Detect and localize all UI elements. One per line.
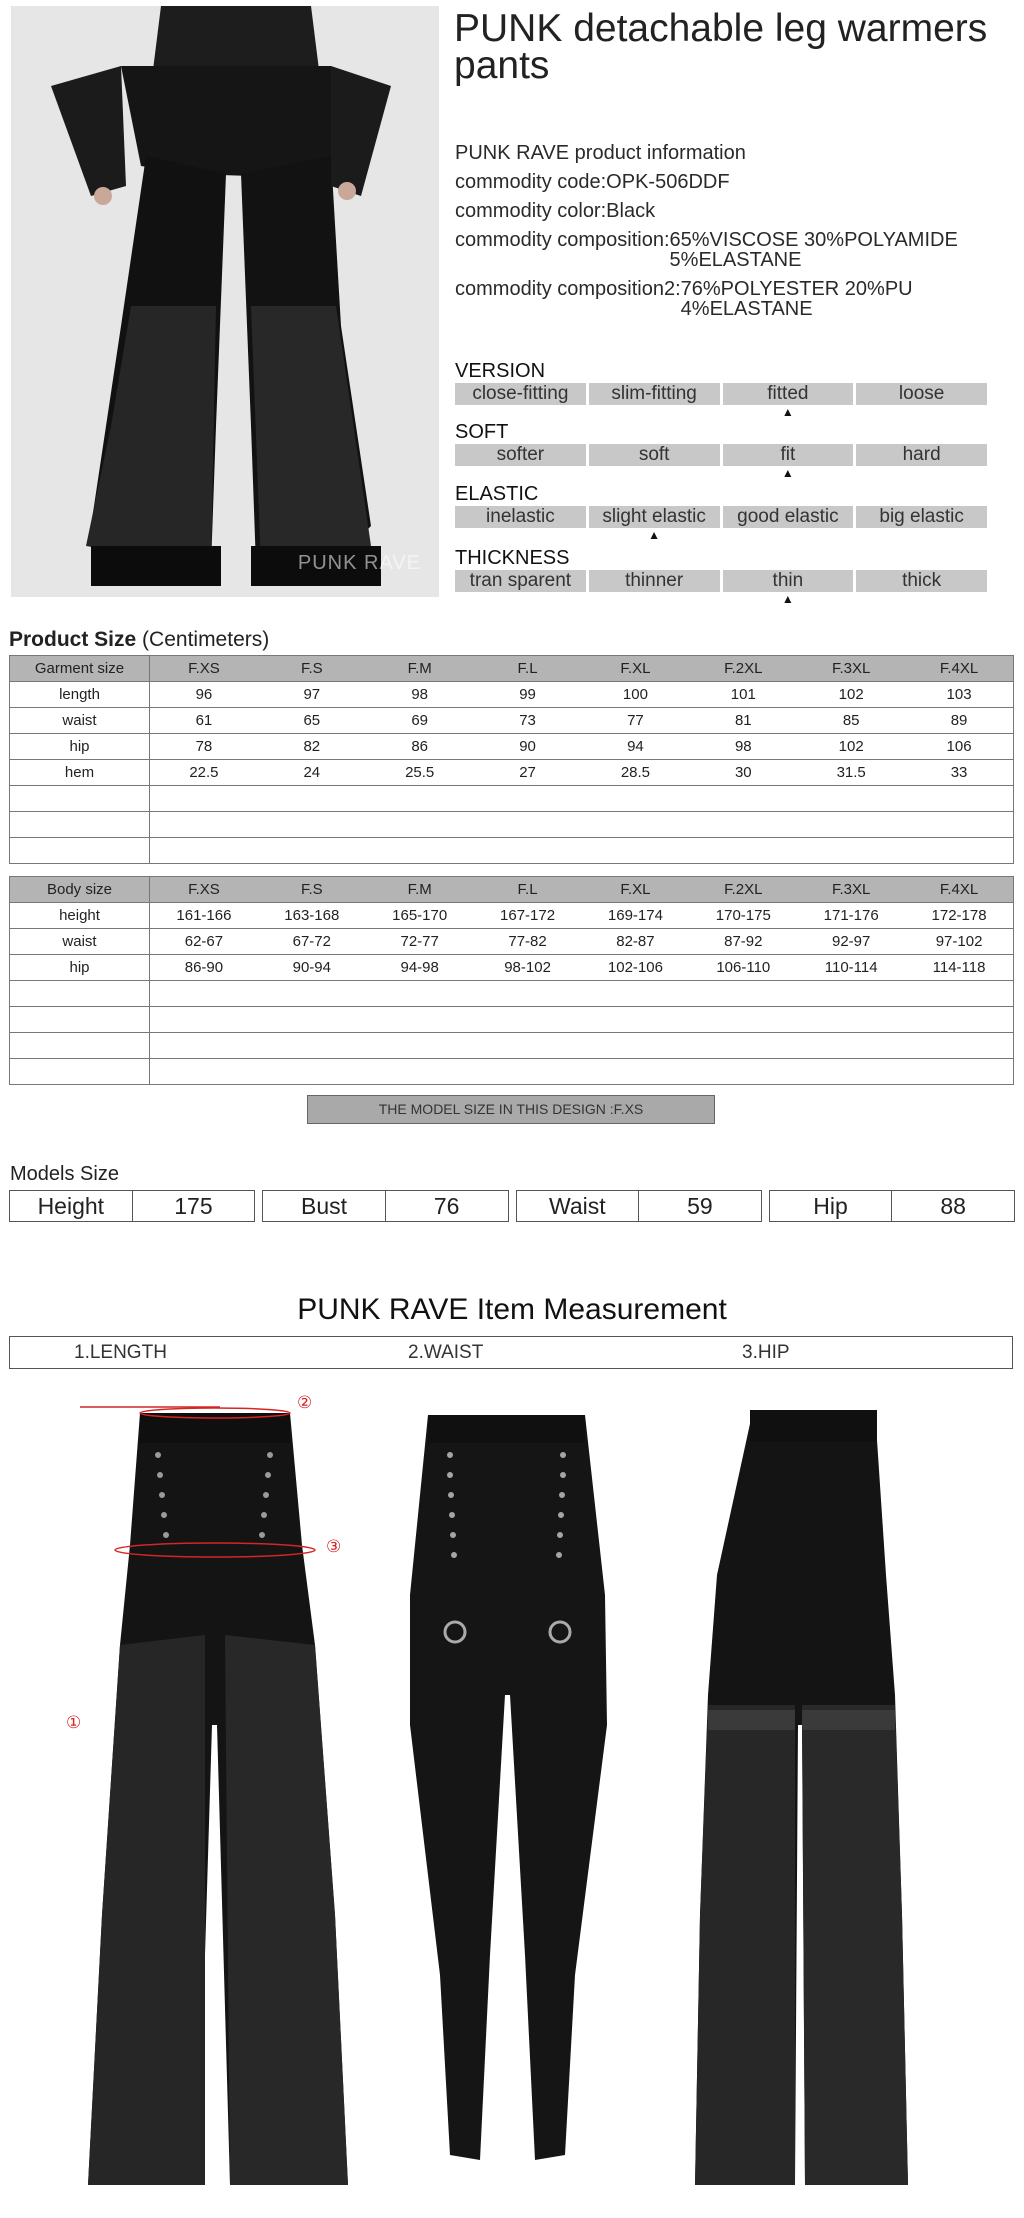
table-header-cell: F.4XL [939, 660, 979, 677]
row-values [150, 708, 1014, 734]
table-cell: 171-176 [823, 907, 879, 924]
table-header-cell: F.XL [620, 660, 651, 677]
table-cell: 94-98 [400, 959, 439, 976]
info-label: commodity code: [455, 171, 607, 193]
scale-option: close-fitting [455, 383, 586, 405]
size-header-list [150, 660, 1013, 677]
info-value: OPK-506DDF [606, 171, 730, 193]
measurement-item: 1.LENGTH [74, 1342, 167, 1363]
table-row [10, 708, 1014, 734]
table-cell: 97-102 [935, 933, 983, 950]
selected-marker-icon: ▲ [781, 405, 794, 419]
table-cell: 89 [950, 712, 968, 729]
models-size-label: Models Size [10, 1163, 119, 1185]
table-cell: 27 [519, 764, 536, 781]
marker-slot [856, 405, 987, 419]
scale-option: fit [723, 444, 854, 466]
measurement-title: PUNK RAVE Item Measurement [297, 1293, 727, 1326]
measurement-legend [9, 1336, 1013, 1369]
table-header-cell: F.L [517, 660, 538, 677]
marker-length: ① [66, 1713, 82, 1732]
empty-row [10, 812, 1014, 838]
empty-cell [10, 786, 150, 812]
model-measure-key: Height [10, 1191, 133, 1221]
table-header-cell: F.S [300, 881, 323, 898]
info-heading-text: PUNK RAVE product information [455, 142, 746, 164]
empty-cell [10, 812, 150, 838]
info-row-color [455, 201, 1015, 221]
pants-back-flat [690, 1395, 910, 2195]
scale-name: VERSION [455, 360, 546, 382]
row-label: hip [10, 734, 150, 760]
pants-front-flat [66, 1393, 350, 2195]
table-cell: 86-90 [184, 959, 224, 976]
empty-row [10, 1007, 1014, 1033]
info-value: Black [606, 200, 656, 222]
table-cell: 161-166 [176, 907, 232, 924]
scale-version [455, 361, 987, 419]
table-cell: 31.5 [836, 764, 866, 781]
table-header-cell: F.2XL [724, 660, 763, 677]
table-cell: 94 [627, 738, 644, 755]
table-cell: 72-77 [400, 933, 439, 950]
marker-slot [455, 405, 586, 419]
scale-elastic [455, 484, 987, 542]
table-cell: 78 [195, 738, 213, 755]
info-row-code [455, 172, 1015, 192]
table-cell: 99 [519, 686, 536, 703]
selected-marker-icon: ▲ [648, 528, 661, 542]
row-label: height [10, 903, 150, 929]
table-cell: 97 [303, 686, 321, 703]
table-header-cell: Garment size [10, 656, 150, 682]
table-cell: 62-67 [184, 933, 224, 950]
product-size-unit: (Centimeters) [142, 628, 270, 651]
empty-cell [10, 981, 150, 1007]
row-values [150, 955, 1014, 981]
table-cell: 67-72 [292, 933, 331, 950]
table-cell: 33 [950, 764, 968, 781]
marker-slot [589, 405, 720, 419]
scale-name: SOFT [455, 421, 509, 443]
marker-hip: ③ [326, 1537, 342, 1556]
table-cell: 165-170 [392, 907, 448, 924]
empty-cell [10, 1033, 150, 1059]
scale-thickness [455, 548, 987, 606]
scale-option: loose [856, 383, 987, 405]
table-cell: 98 [734, 738, 752, 755]
table-header-cell: F.3XL [832, 881, 871, 898]
body-size-body [10, 903, 1014, 1085]
model-measure-key: Hip [770, 1191, 893, 1221]
table-cell: 22.5 [189, 764, 219, 781]
row-values [150, 682, 1014, 708]
table-cell: 24 [303, 764, 321, 781]
model-size-banner: THE MODEL SIZE IN THIS DESIGN :F.XS [307, 1095, 715, 1124]
model-measure-value: 88 [940, 1193, 966, 1219]
table-cell: 102-106 [607, 959, 663, 976]
marker-slot [589, 592, 720, 606]
model-measure-bust [262, 1190, 508, 1222]
table-header-cell: F.4XL [939, 881, 979, 898]
table-header-cell: F.M [407, 881, 432, 898]
table-cell: 101 [730, 686, 756, 703]
table-cell: 28.5 [620, 764, 651, 781]
scale-option: inelastic [455, 506, 586, 528]
marker-slot [455, 528, 586, 542]
pants-photo-illustration [11, 6, 439, 597]
empty-cell [150, 1033, 1014, 1059]
leggings-illustration [395, 1395, 620, 2195]
empty-row [10, 786, 1014, 812]
table-header-cell: F.L [517, 881, 538, 898]
table-cell: 87-92 [724, 933, 763, 950]
empty-cell [150, 786, 1014, 812]
empty-row [10, 1059, 1014, 1085]
table-cell: 92-97 [832, 933, 871, 950]
info-value: 76%POLYESTER 20%PU 4%ELASTANE [680, 278, 913, 320]
scale-option: fitted [723, 383, 854, 405]
scale-marks [455, 592, 987, 606]
empty-cell [150, 838, 1014, 864]
table-cell: 81 [734, 712, 752, 729]
scale-option: thinner [589, 570, 720, 592]
model-measure-value: 59 [687, 1193, 713, 1219]
garment-size-body [10, 682, 1014, 864]
table-cell: 114-118 [932, 959, 986, 976]
model-measure-key: Waist [517, 1191, 640, 1221]
marker-waist: ② [297, 1393, 313, 1412]
table-cell: 110-114 [824, 959, 878, 976]
scale-option: thick [856, 570, 987, 592]
scale-option: hard [856, 444, 987, 466]
scale-option: softer [455, 444, 586, 466]
garment-size-table [9, 655, 1014, 864]
empty-cell [150, 1059, 1014, 1085]
scale-marks [455, 528, 987, 542]
table-header-cell: Body size [10, 877, 150, 903]
table-row [10, 682, 1014, 708]
info-label: commodity color: [455, 200, 607, 222]
watermark: PUNK RAVE [297, 552, 421, 574]
table-row [10, 955, 1014, 981]
table-cell: 98 [411, 686, 429, 703]
row-label: hem [10, 760, 150, 786]
marker-slot [455, 466, 586, 480]
table-cell: 172-178 [931, 907, 987, 924]
product-size-title [9, 628, 269, 652]
empty-cell [150, 1007, 1014, 1033]
product-title: PUNK detachable leg warmers pants [454, 7, 988, 87]
product-size-heading: Product Size [9, 628, 137, 651]
table-cell: 73 [519, 712, 536, 729]
info-value: 65%VISCOSE 30%POLYAMIDE 5%ELASTANE [669, 229, 958, 271]
info-label: commodity composition2: [455, 278, 681, 300]
marker-slot [856, 528, 987, 542]
table-cell: 106 [946, 738, 972, 755]
table-cell: 82-87 [616, 933, 655, 950]
info-row-composition2 [455, 279, 1015, 319]
table-cell: 65 [303, 712, 321, 729]
table-header-cell: F.XS [188, 881, 220, 898]
row-values [150, 760, 1014, 786]
scale-soft [455, 422, 987, 480]
model-measure-value: 76 [433, 1193, 460, 1219]
scale-option: thin [723, 570, 854, 592]
table-header-row [10, 877, 1014, 903]
row-label: waist [10, 929, 150, 955]
scale-name: ELASTIC [455, 483, 539, 505]
table-cell: 90 [519, 738, 536, 755]
product-photo [11, 6, 439, 597]
table-row [10, 929, 1014, 955]
empty-cell [150, 981, 1014, 1007]
model-measure-value: 175 [174, 1193, 213, 1219]
model-measure-key: Bust [263, 1191, 386, 1221]
pants-back-illustration [690, 1395, 910, 2195]
marker-slot [856, 466, 987, 480]
table-cell: 90-94 [292, 959, 331, 976]
row-values [150, 734, 1014, 760]
table-header-cell: F.3XL [832, 660, 871, 677]
table-row [10, 760, 1014, 786]
scale-name: THICKNESS [455, 547, 570, 569]
size-header-span [150, 656, 1014, 682]
scale-option: good elastic [723, 506, 854, 528]
table-cell: 100 [622, 686, 648, 703]
row-values [150, 903, 1014, 929]
body-size-table [9, 876, 1014, 1085]
table-header-cell: F.XL [620, 881, 651, 898]
model-measure-hip [769, 1190, 1015, 1222]
table-cell: 86 [411, 738, 429, 755]
table-cell: 96 [195, 686, 213, 703]
scale-option: tran sparent [455, 570, 586, 592]
scale-option: big elastic [856, 506, 987, 528]
table-header-cell: F.XS [188, 660, 220, 677]
table-cell: 77-82 [508, 933, 547, 950]
empty-cell [150, 812, 1014, 838]
table-cell: 30 [734, 764, 752, 781]
model-measure-height [9, 1190, 255, 1222]
scale-marks [455, 405, 987, 419]
measurement-item: 3.HIP [742, 1342, 790, 1363]
table-cell: 85 [842, 712, 860, 729]
marker-slot [455, 592, 586, 606]
table-cell: 169-174 [607, 907, 663, 924]
scale-option: soft [589, 444, 720, 466]
empty-cell [10, 1059, 150, 1085]
info-row-composition [455, 230, 1015, 270]
empty-row [10, 1033, 1014, 1059]
info-label: commodity composition: [455, 229, 670, 251]
row-values [150, 929, 1014, 955]
product-info [455, 143, 1015, 328]
table-cell: 82 [303, 738, 321, 755]
marker-slot [589, 466, 720, 480]
table-row [10, 734, 1014, 760]
table-header-cell: F.S [300, 660, 323, 677]
model-measure-waist [516, 1190, 762, 1222]
table-cell: 170-175 [715, 907, 771, 924]
table-cell: 167-172 [500, 907, 556, 924]
selected-marker-icon: ▲ [781, 592, 794, 606]
table-cell: 98-102 [504, 959, 551, 976]
table-header-cell: F.2XL [724, 881, 763, 898]
row-label: hip [10, 955, 150, 981]
table-cell: 61 [195, 712, 213, 729]
empty-cell [10, 1007, 150, 1033]
table-cell: 69 [411, 712, 429, 729]
marker-slot [723, 528, 854, 542]
selected-marker-icon: ▲ [781, 466, 794, 480]
empty-row [10, 981, 1014, 1007]
size-header-span [150, 877, 1014, 903]
pants-front-illustration [80, 1395, 350, 2195]
measurement-item: 2.WAIST [408, 1342, 484, 1363]
table-cell: 77 [627, 712, 644, 729]
table-header-row [10, 656, 1014, 682]
row-label: length [10, 682, 150, 708]
table-header-cell: F.M [407, 660, 432, 677]
scale-option: slight elastic [589, 506, 720, 528]
empty-cell [10, 838, 150, 864]
table-cell: 103 [946, 686, 972, 703]
table-cell: 163-168 [284, 907, 340, 924]
marker-slot [856, 592, 987, 606]
scale-marks [455, 466, 987, 480]
table-cell: 102 [838, 738, 864, 755]
scale-option: slim-fitting [589, 383, 720, 405]
row-label: waist [10, 708, 150, 734]
table-cell: 106-110 [716, 959, 771, 976]
table-row [10, 903, 1014, 929]
leggings-flat [395, 1395, 620, 2195]
size-header-list [150, 881, 1013, 898]
empty-row [10, 838, 1014, 864]
table-cell: 25.5 [405, 764, 435, 781]
models-size-row [9, 1190, 1015, 1222]
table-cell: 102 [838, 686, 864, 703]
info-heading [455, 143, 1015, 163]
